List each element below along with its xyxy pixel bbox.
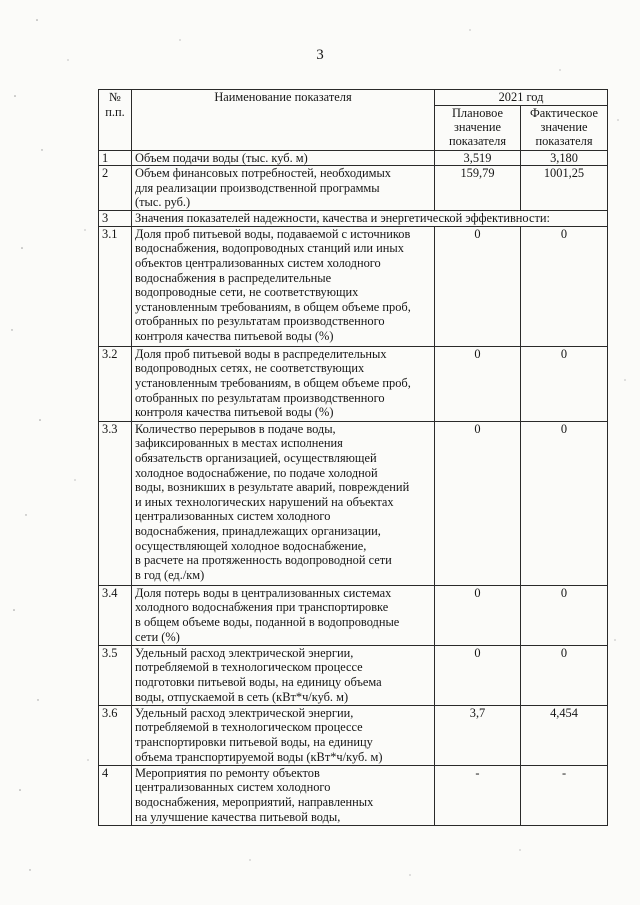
indicator-name: Доля проб питьевой воды в распределительных водопроводных сетях, не соответствующих установленным требованиям, в общем объеме проб, отобранных по результатам производственного контроля качества питьевой воды (%) — [132, 346, 435, 421]
row-number: 3.3 — [99, 421, 132, 585]
table-row — [99, 705, 608, 765]
indicator-name: Объем финансовых потребностей, необходимых для реализации производственной программы (тыс. руб.) — [132, 166, 435, 211]
actual-column-header: Фактическое значение показателя — [521, 105, 608, 150]
indicator-name: Количество перерывов в подаче воды, зафиксированных в местах исполнения обязательств организацией, осуществляющей холодное водоснабжение, по подаче холодной воды, возникших в результате аварий, повреждений и иных технологических нарушений на объектах централизованных систем холодного водоснабжения, принадлежащих организации, осуществляющей холодное водоснабжение, в расчете на протяженность водопроводной сети в год (ед./км) — [132, 421, 435, 585]
planned-value: 0 — [435, 421, 521, 585]
table-row — [99, 765, 608, 825]
row-number: 4 — [99, 765, 132, 825]
name-column-header: Наименование показателя — [132, 90, 435, 151]
table-row — [99, 226, 608, 346]
year-header: 2021 год — [435, 90, 608, 106]
planned-value: 3,7 — [435, 705, 521, 765]
planned-value: 159,79 — [435, 166, 521, 211]
row-number: 3.1 — [99, 226, 132, 346]
planned-value: 0 — [435, 645, 521, 705]
row-number: 3.6 — [99, 705, 132, 765]
actual-value: 0 — [521, 346, 608, 421]
table-row — [99, 150, 608, 166]
planned-value: 0 — [435, 346, 521, 421]
row-number: 3.4 — [99, 585, 132, 645]
planned-value: 0 — [435, 226, 521, 346]
table-row — [99, 421, 608, 585]
page-number: 3 — [316, 47, 324, 63]
section-row — [99, 211, 608, 227]
actual-value: - — [521, 765, 608, 825]
row-number: 1 — [99, 150, 132, 166]
row-number: 2 — [99, 166, 132, 211]
actual-value: 1001,25 — [521, 166, 608, 211]
table-row — [99, 346, 608, 421]
indicator-name: Мероприятия по ремонту объектов централизованных систем холодного водоснабжения, мероприятий, направленных на улучшение качества питьевой воды, — [132, 765, 435, 825]
row-number: 3.2 — [99, 346, 132, 421]
actual-value: 3,180 — [521, 150, 608, 166]
section-title: Значения показателей надежности, качества и энергетической эффективности: — [132, 211, 608, 227]
indicator-name: Объем подачи воды (тыс. куб. м) — [132, 150, 435, 166]
indicator-name: Удельный расход электрической энергии, потребляемой в технологическом процессе подготовки питьевой воды, на единицу объема воды, отпускаемой в сеть (кВт*ч/куб. м) — [132, 645, 435, 705]
actual-value: 0 — [521, 645, 608, 705]
header-row — [99, 90, 608, 106]
row-number: 3 — [99, 211, 132, 227]
number-column-header: № п.п. — [99, 90, 132, 151]
table-row — [99, 166, 608, 211]
table-row — [99, 585, 608, 645]
indicator-table — [98, 89, 608, 826]
planned-value: - — [435, 765, 521, 825]
actual-value: 0 — [521, 421, 608, 585]
planned-column-header: Плановое значение показателя — [435, 105, 521, 150]
actual-value: 4,454 — [521, 705, 608, 765]
indicator-name: Доля проб питьевой воды, подаваемой с источников водоснабжения, водопроводных станций или иных объектов централизованных систем холодного водоснабжения в распределительные водопроводные сети, не соответствующих установленным требованиям, в общем объеме проб, отобранных по результатам производственного контроля качества питьевой воды (%) — [132, 226, 435, 346]
planned-value: 3,519 — [435, 150, 521, 166]
indicator-name: Доля потерь воды в централизованных системах холодного водоснабжения при транспортировке в общем объеме воды, поданной в водопроводные сети (%) — [132, 585, 435, 645]
table-row — [99, 645, 608, 705]
indicator-name: Удельный расход электрической энергии, потребляемой в технологическом процессе транспортировки питьевой воды, на единицу объема транспортируемой воды (кВт*ч/куб. м) — [132, 705, 435, 765]
actual-value: 0 — [521, 226, 608, 346]
row-number: 3.5 — [99, 645, 132, 705]
planned-value: 0 — [435, 585, 521, 645]
actual-value: 0 — [521, 585, 608, 645]
